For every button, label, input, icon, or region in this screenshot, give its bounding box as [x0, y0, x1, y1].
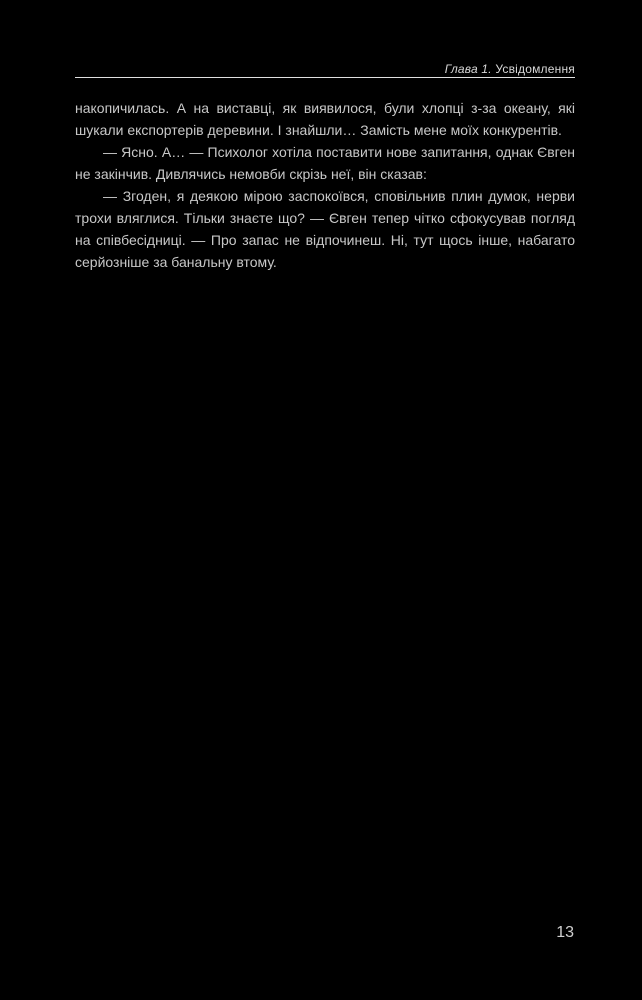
paragraph: накопичилась. А на виставці, як виявилося, були хлопці з-за океану, які шукали експортерів деревини. І знайшли… Замість мене моїх конкурентів.: [75, 100, 575, 138]
paragraph: — Ясно. А… — Психолог хотіла поставити нове запитання, однак Євген не закінчив. Дивлячись немовби скрізь неї, він сказав:: [75, 144, 575, 182]
page-number: 13: [556, 924, 574, 941]
chapter-label: Глава 1.: [444, 62, 492, 76]
chapter-title: Усвідомлення: [495, 62, 575, 76]
header-rule: [75, 77, 575, 78]
paragraph: — Згоден, я деякою мірою заспокоївся, сповільнив плин думок, нерви трохи вляглися. Тільки знаєте що? — Євген тепер чітко сфокусував погляд на співбесідниці. — Про запас не відпочинеш. Ні, тут щось інше, набагато серйозніше за банальну втому.: [75, 188, 575, 270]
body-text: [75, 97, 575, 273]
